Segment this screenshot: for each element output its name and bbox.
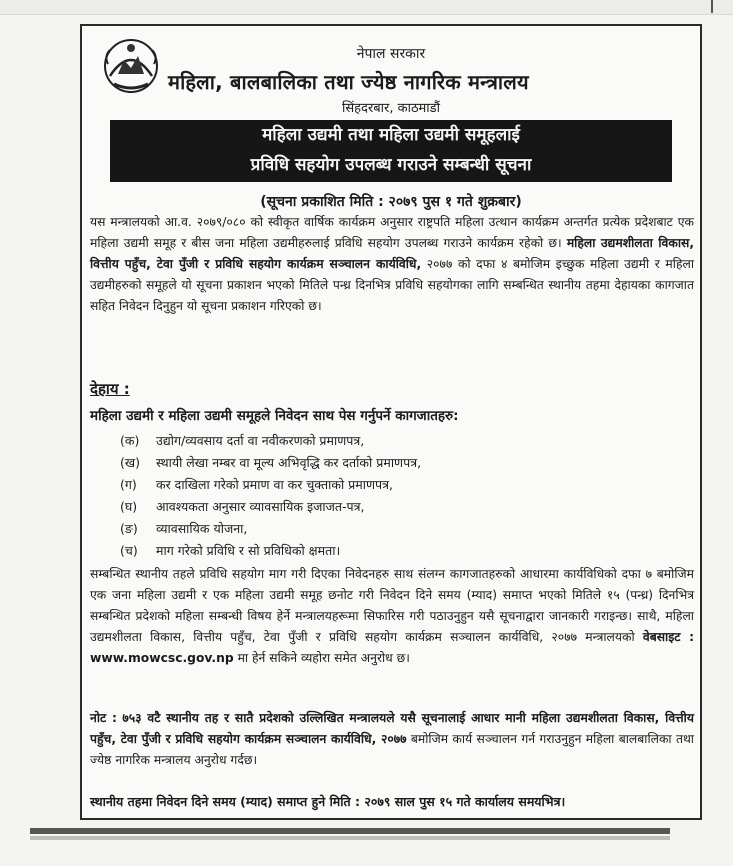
list-text: उद्योग/व्यवसाय दर्ता वा नवीकरणको प्रमाणपत्र,	[156, 433, 365, 448]
publication-date: (सूचना प्रकाशित मिति : २०७९ पुस १ गते शुक्रबार)	[260, 194, 522, 210]
deadline-line: स्थानीय तहमा निवेदन दिने समय (म्याद) समाप्त हुने मिति : २०७९ साल पुस १५ गते कार्यालय समयभित्र।	[90, 794, 566, 809]
website-url[interactable]: www.mowcsc.gov.np	[90, 651, 234, 665]
scan-top-edge	[0, 0, 733, 15]
note-paragraph	[90, 708, 694, 771]
documents-heading: महिला उद्यमी र महिला उद्यमी समूहले निवेदन साथ पेस गर्नुपर्ने कागजातहरु:	[90, 408, 459, 424]
ministry-address: सिंहदरबार, काठमाडौं	[341, 101, 441, 116]
list-item	[120, 540, 680, 562]
list-item	[120, 430, 680, 452]
list-marker: (ङ)	[120, 521, 138, 536]
list-item	[120, 518, 680, 540]
list-marker: (च)	[120, 543, 138, 558]
notice-title-banner	[110, 120, 672, 182]
note-tail: बमोजिम कार्य सञ्चालन गर्न गराउनुहुन महिला बालबालिका तथा ज्येष्ठ नागरिक मन्त्रालय अनुरोध गर्दछ।	[90, 732, 694, 767]
intro-text-2: २०७७ को दफा ४ बमोजिम इच्छुक महिला उद्यमी र महिला उद्यमीहरुको समूहले यो सूचना प्रकाशन भएको मितिले पन्ध्र दिनभित्र प्रविधि सहयोगका लागि सम्बन्धित स्थानीय तहमा देहायका कागजात सहित निवेदन दिनुहुन यो सूचना प्रकाशन गरिएको छ।	[90, 257, 694, 313]
intro-paragraph	[90, 212, 694, 317]
note-label: नोट :	[90, 711, 117, 725]
notice-title-line-1: महिला उद्यमी तथा महिला उद्यमी समूहलाई	[262, 125, 520, 145]
documents-list	[120, 430, 680, 562]
list-text: कर दाखिला गरेको प्रमाण वा कर चुक्ताको प्रमाणपत्र,	[156, 477, 394, 492]
website-label: वेबसाइट :	[642, 630, 694, 644]
list-text: आवश्यकता अनुसार व्यावसायिक इजाजत-पत्र,	[156, 499, 365, 514]
list-text: स्थायी लेखा नम्बर वा मूल्य अभिवृद्धि कर दर्ताको प्रमाणपत्र,	[156, 455, 422, 470]
list-marker: (क)	[120, 433, 140, 448]
list-marker: (घ)	[120, 499, 138, 514]
list-text: व्यावसायिक योजना,	[156, 521, 248, 536]
notice-title-line-2: प्रविधि सहयोग उपलब्ध गराउने सम्बन्धी सूचना	[250, 155, 532, 175]
scan-bottom-edge	[30, 828, 670, 834]
note-bold-text: ७५३ वटै स्थानीय तह र सातै प्रदेशको उल्लिखित मन्त्रालयले यसै सूचनालाई आधार मानी महिला उद्यमशीलता विकास, वित्तीय पहुँच, टेवा पुँजी र प्रविधि सहयोग कार्यक्रम सञ्चालन कार्यविधि, २०७७	[90, 711, 694, 746]
procedure-paragraph	[90, 564, 694, 669]
intro-text-1: यस मन्त्रालयको आ.व. २०७९/०८० को स्वीकृत वार्षिक कार्यक्रम अनुसार राष्ट्रपति महिला उत्थान कार्यक्रम अन्तर्गत प्रत्येक प्रदेशबाट एक महिला उद्यमी समूह र बीस जना महिला उद्यमीहरुलाई प्रविधि सहयोग उपलब्ध गराउने कार्यक्रम रहेको छ।	[90, 215, 694, 250]
dehaya-heading: देहाय :	[90, 380, 130, 398]
scan-mark	[711, 0, 713, 13]
list-item	[120, 496, 680, 518]
list-item	[120, 452, 680, 474]
intro-bold-procedure: महिला उद्यमशीलता विकास, वित्तीय पहुँच, टेवा पुँजी र प्रविधि सहयोग कार्यक्रम सञ्चालन कार्यविधि,	[90, 236, 694, 271]
ministry-name: महिला, बालबालिका तथा ज्येष्ठ नागरिक मन्त्रालय	[168, 70, 529, 94]
website-tail: मा हेर्न सकिने व्यहोरा समेत अनुरोध छ।	[237, 651, 410, 665]
list-marker: (ख)	[120, 455, 140, 470]
procedure-text: सम्बन्धित स्थानीय तहले प्रविधि सहयोग माग गरी दिएका निवेदनहरु साथ संलग्न कागजातहरुको आधारमा कार्यविधिको दफा ७ बमोजिम एक जना महिला उद्यमी र एक महिला उद्यमी समूह छनोट गरी निवेदन दिने समय (म्याद) समाप्त भएको मितिले १५ (पन्ध्र) दिनभित्र सम्बन्धित प्रदेशको महिला सम्बन्धी विषय हेर्ने मन्त्रालयहरूमा सिफारिस गरी पठाउनुहुन यसै सूचनाद्वारा जानकारी गराइन्छ। साथै, महिला उद्यमशीलता विकास, वित्तीय पहुँच, टेवा पुँजी र प्रविधि सहयोग कार्यक्रम सञ्चालन कार्यविधि, २०७७ मन्त्रालयको	[90, 567, 694, 644]
list-text: माग गरेको प्रविधि र सो प्रविधिको क्षमता।	[156, 543, 341, 558]
list-marker: (ग)	[120, 477, 137, 492]
list-item	[120, 474, 680, 496]
notice-document	[80, 24, 702, 820]
scan-bottom-edge-2	[30, 836, 670, 840]
government-name: नेपाल सरकार	[356, 46, 426, 62]
